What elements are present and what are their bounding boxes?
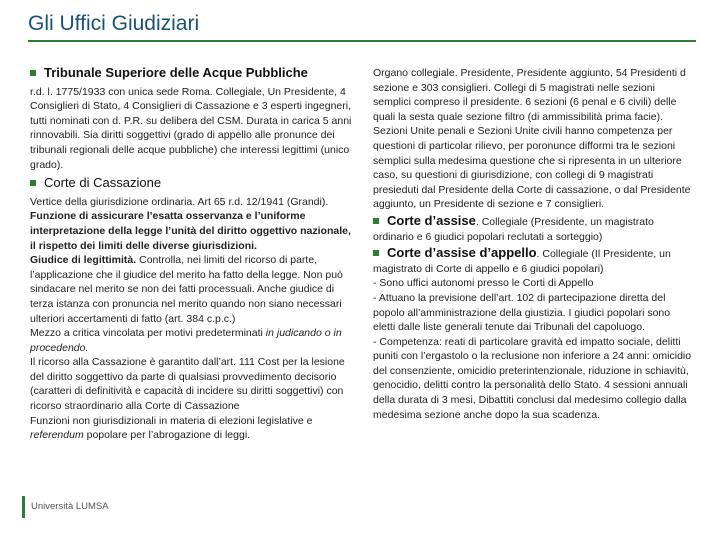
item-corte-assise: Corte d’assise. Collegiale (Presidente, un magistrato ordinario e 6 giudici popolari reclutati a sorteggio) [373,212,654,243]
square-bullet-icon [30,180,36,186]
paragraph-organo: Organo collegiale. Presidente, Presidente aggiunto, 54 Presidenti d sezione e 303 consiglieri. Collegi di 5 magistrati nelle sezioni semplici compreso il presidente. 6 sezioni (6 penal e 6 civili) delle quali la sesta quale sezione filtro (di ammissibilità prima facie). Sezioni Unite penali e Sezioni Unite civili hanno competenza per questioni di particolar rilievo, per poronunce difformi tra le sezioni semplici sulla medesima questione che si ripresenta in un ulteriore caso, su questioni di giurisdizione, con collegi di 9 magistrati presieduti dal Presidente della Corte di cassazione, o dal Presidente aggiunto, un Presidente di sezione e 7 consiglieri. [373,67,691,211]
item-corte-assise-appello: Corte d’assise d’appello. Collegiale (Il Presidente, un magistrato di Corte di appello e 6 giudici popolari) [373,245,671,275]
right-column [373,66,695,422]
footer-text: Università LUMSA [31,501,109,512]
heading-cassazione: Corte di Cassazione [30,176,352,191]
heading-tribunale-acque: Tribunale Superiore delle Acque Pubbliche [30,66,352,81]
square-bullet-icon [373,250,379,256]
square-bullet-icon [373,218,379,224]
paragraph-legittimita: Giudice di legittimità. Controlla, nei limiti del ricorso di parte, l’applicazione che il giudice del merito ha fatto della legge. Non può sindacare nel merito se non dei fatti processuali. Anche giudice di terza istanza con pronuncia nel merito quando non siano necessari ulteriori accertamenti di fatto (art. 384 c.p.c.) [30,254,343,325]
slide-title: Gli Uffici Giudiziari [28,12,200,35]
footer-logo [22,496,109,518]
title-underline [28,40,696,42]
paragraph-funzione: Funzione di assicurare l’esatta osservanza e l’uniforme interpretazione della legge l’unità del diritto oggettivo nazionale, il rispetto dei limiti delle diverse giurisdizioni. [30,210,351,252]
paragraph-attuano: - Attuano la previsione dell’art. 102 di partecipazione diretta del popolo all’amministrazione della giustizia. I giudici popolari sono eletti dalle liste generali tenute dai Tribunali del capoluogo. [373,291,671,334]
paragraph-funzioni: Funzioni non giurisdizionali in materia di elezioni legislative e referendum popolare per l’abrogazione di leggi. [30,414,313,442]
paragraph-competenza: - Competenza: reati di particolare gravità ed impatto sociale, delitti puniti con l’ergastolo o la reclusione non inferiore a 24 anni: omicidio del consenziente, omicidio preterintenzionale, riduzione in schiavitù, genocidio, delitti contro la personalità dello Stato. 4 sessioni annuali della durata di 3 mesi, Dibattiti conclusi dal medesimo collegio dalla medesima sezione anche dopo la sua scadenza. [373,335,692,421]
paragraph-vertice: Vertice della giurisdizione ordinaria. Art 65 r.d. 12/1941 (Grandi). [30,195,329,208]
left-column [30,66,352,443]
paragraph-uffici-autonomi: - Sono uffici autonomi presso le Corti di Appello [373,277,594,290]
paragraph-mezzo: Mezzo a critica vincolata per motivi predeterminati in judicando o in procedendo. [30,327,342,354]
square-bullet-icon [30,70,36,76]
paragraph-tribunale: r.d. l. 1775/1933 con unica sede Roma. Collegiale, Un Presidente, 4 Consiglieri di Stato, 4 Consiglieri di Cassazione e 3 esperti ingegneri, tutti nominati con d. P.R. su delibera del CSM. Durata in carica 5 anni rinnovabili. Sia diritti soggettivi (grado di appello alle pronunce dei tribunali regionali delle acque pubbliche) che interessi legittimi (unico grado). [30,85,352,171]
paragraph-ricorso: Il ricorso alla Cassazione è garantito dall’art. 111 Cost per la lesione del diritto soggettivo da parte di qualsiasi provvedimento decisorio (caratteri di definitività e capacità di incidere su diritti soggettivi) con ricorso straordinario alla Corte di Cassazione [30,356,345,413]
